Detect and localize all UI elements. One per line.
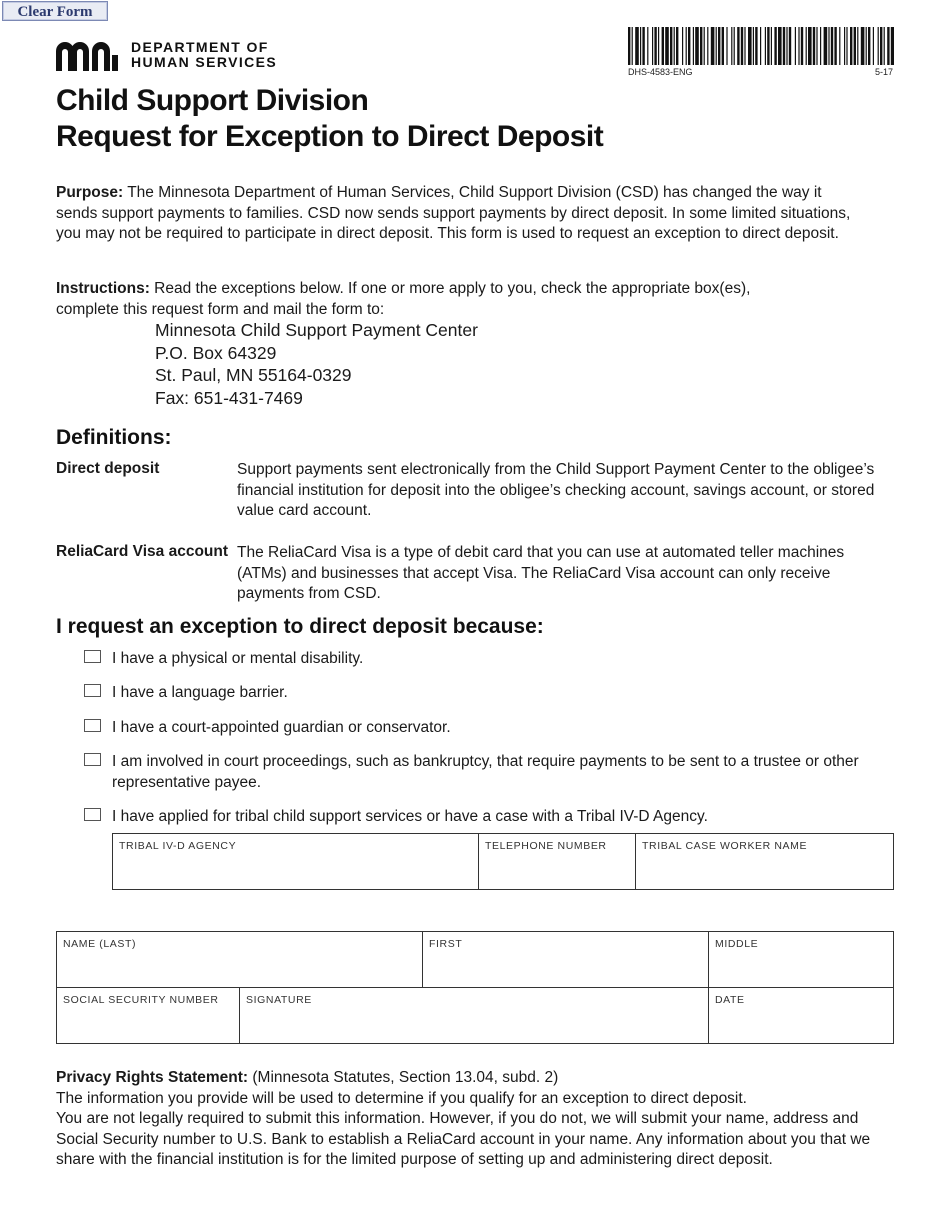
page-title-line-2: Request for Exception to Direct Deposit (56, 120, 604, 153)
address-line-1: Minnesota Child Support Payment Center (155, 320, 478, 340)
signature-field[interactable] (239, 987, 709, 1044)
tribal-case-worker-field[interactable] (635, 833, 894, 890)
exception-checkbox-tribal[interactable] (84, 808, 101, 821)
name-middle-field[interactable] (708, 931, 894, 988)
address-line-2: P.O. Box 64329 (155, 342, 277, 363)
privacy-line-2: You are not legally required to submit this information. However, if you do not, we will submit your name, address and Social Security number to U.S. Bank to establish a ReliaCard account in your name. Any information about you that we share with the financial institution is for the limited purpose of setting up and administering direct deposit. (56, 1110, 871, 1168)
exception-label-disability: I have a physical or mental disability. (112, 650, 364, 667)
privacy-heading-line (56, 1068, 901, 1089)
purpose-text: The Minnesota Department of Human Services, Child Support Division (CSD) has changed the way it sends support payments to families. CSD now sends support payments by direct deposit. In some limited situations, you may not be required to participate in direct deposit. This form is used to request an exception to direct deposit. (56, 184, 851, 242)
exception-checkbox-court[interactable] (84, 753, 101, 766)
mailing-address (155, 319, 478, 409)
address-fax: Fax: 651-431-7469 (155, 387, 303, 408)
date-label: DATE (715, 994, 745, 1006)
tribal-agency-input[interactable] (119, 859, 472, 883)
ssn-field[interactable] (56, 987, 240, 1044)
ssn-input[interactable] (63, 1013, 233, 1037)
tribal-case-worker-label: TRIBAL CASE WORKER NAME (642, 840, 808, 852)
ssn-label: SOCIAL SECURITY NUMBER (63, 994, 219, 1006)
tribal-agency-label: TRIBAL IV-D AGENCY (119, 840, 237, 852)
name-middle-label: MIDDLE (715, 938, 759, 950)
definition-term-direct-deposit: Direct deposit (56, 460, 160, 477)
exceptions-heading: I request an exception to direct deposit because: (56, 615, 544, 638)
purpose-label: Purpose: (56, 184, 124, 201)
instructions-label: Instructions: (56, 280, 150, 297)
date-input[interactable] (715, 1013, 887, 1037)
logo-line-2: HUMAN SERVICES (131, 54, 278, 70)
logo-text (131, 40, 277, 70)
name-last-field[interactable] (56, 931, 423, 988)
name-middle-input[interactable] (715, 957, 887, 981)
instructions-paragraph (56, 279, 816, 320)
instructions-text: Read the exceptions below. If one or more apply to you, check the appropriate box(es), complete this request form and mail the form to: (56, 280, 751, 318)
name-first-input[interactable] (429, 957, 702, 981)
clear-form-button[interactable]: Clear Form (2, 1, 108, 21)
form-revision-date: 5-17 (875, 67, 894, 77)
name-first-label: FIRST (429, 938, 463, 950)
name-last-input[interactable] (63, 957, 416, 981)
tribal-case-worker-input[interactable] (642, 859, 887, 883)
definition-direct-deposit: Support payments sent electronically from the Child Support Payment Center to the obligee’s financial institution for deposit into the obligee’s checking account, savings account, or stored value card account. (237, 461, 875, 519)
definitions-heading: Definitions: (56, 426, 172, 449)
privacy-label: Privacy Rights Statement: (56, 1069, 249, 1086)
purpose-paragraph (56, 183, 856, 245)
signature-input[interactable] (246, 1013, 702, 1037)
date-field[interactable] (708, 987, 894, 1044)
exception-checkbox-disability[interactable] (84, 650, 101, 663)
mn-logo-icon (56, 41, 122, 71)
tribal-phone-input[interactable] (485, 859, 629, 883)
exception-checkbox-language[interactable] (84, 684, 101, 697)
definition-reliacard: The ReliaCard Visa is a type of debit card that you can use at automated teller machines (ATMs) and businesses that accept Visa. The ReliaCard Visa account can only receive payments from CSD. (237, 544, 845, 602)
tribal-phone-field[interactable] (478, 833, 636, 890)
page-title-line-1: Child Support Division (56, 84, 369, 117)
exception-checkbox-guardian[interactable] (84, 719, 101, 732)
address-line-3: St. Paul, MN 55164-0329 (155, 365, 352, 385)
dhs-logo (56, 40, 296, 72)
exception-label-tribal: I have applied for tribal child support services or have a case with a Tribal IV-D Agency. (112, 808, 708, 825)
logo-line-1: DEPARTMENT OF (131, 39, 269, 55)
signature-label: SIGNATURE (246, 994, 312, 1006)
privacy-citation: (Minnesota Statutes, Section 13.04, subd. 2) (248, 1069, 559, 1086)
name-last-label: NAME (LAST) (63, 938, 137, 950)
barcode-image (628, 27, 894, 65)
tribal-agency-field[interactable] (112, 833, 479, 890)
privacy-line-1: The information you provide will be used to determine if you qualify for an exception to direct deposit. (56, 1089, 747, 1107)
exception-label-language: I have a language barrier. (112, 684, 288, 701)
tribal-phone-label: TELEPHONE NUMBER (485, 840, 607, 852)
privacy-statement (56, 1068, 901, 1171)
exception-label-guardian: I have a court-appointed guardian or conservator. (112, 719, 451, 736)
form-id: DHS-4583-ENG (628, 67, 693, 77)
name-first-field[interactable] (422, 931, 709, 988)
exception-label-court: I am involved in court proceedings, such as bankruptcy, that require payments to be sent to a trustee or other representative payee. (112, 753, 859, 791)
definition-term-reliacard: ReliaCard Visa account (56, 543, 229, 560)
